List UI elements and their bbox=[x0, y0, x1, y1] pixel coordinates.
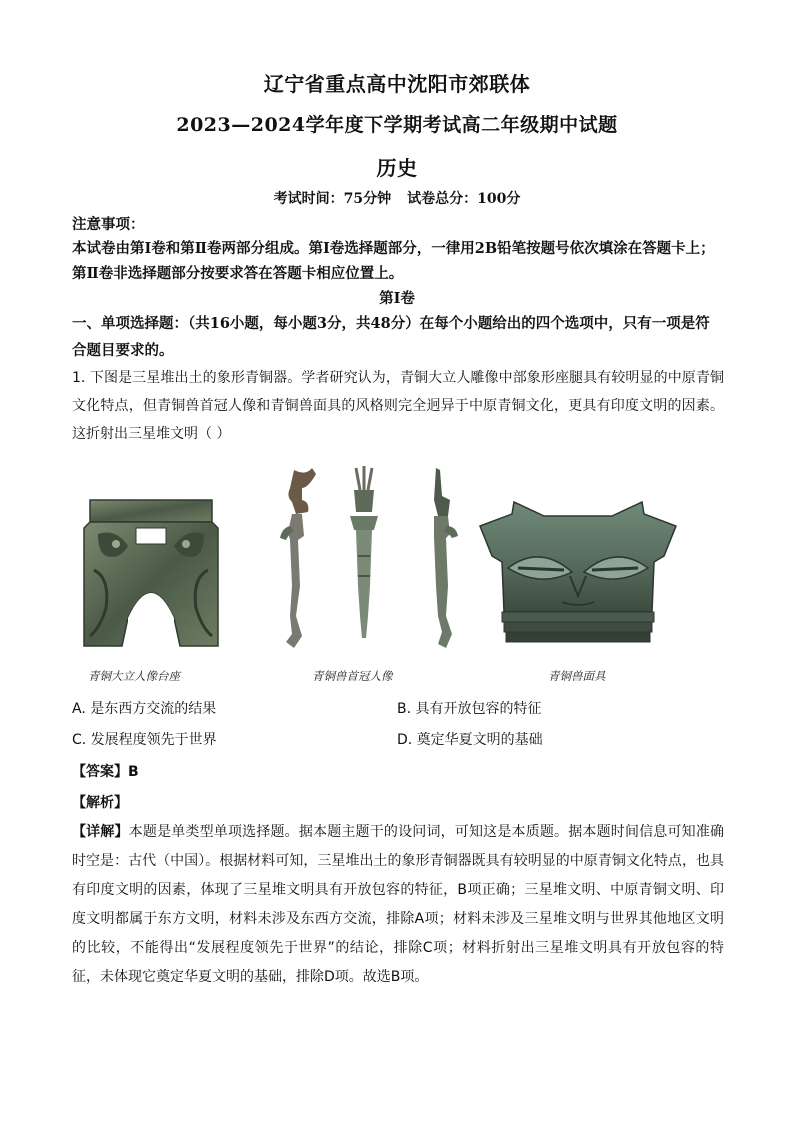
subject-title: 历史 bbox=[376, 156, 418, 180]
notice-heading: 注意事项： bbox=[72, 216, 145, 233]
question-1-stem: 1. 下图是三星堆出土的象形青铜器。学者研究认为，青铜大立人雕像中部象形座腿具有较明显的中原青铜文化特点，但青铜兽首冠人像和青铜兽面具的风格则完全迥异于中原青铜文化，更具有印度文明的因素。这折射出三星堆文明（ ） bbox=[72, 370, 724, 442]
option-b: B. 具有开放包容的特征 bbox=[397, 701, 542, 717]
option-d: D. 奠定华夏文明的基础 bbox=[397, 732, 543, 748]
bronze-pedestal-image bbox=[76, 498, 226, 652]
exam-total-score: 试卷总分：100分 bbox=[407, 191, 521, 207]
section-title: 一、单项选择题：（共16小题，每小题3分，共48分）在每个小题给出的四个选项中，只有一项是符合题目要求的。 bbox=[72, 315, 710, 359]
detail-tag: 【详解】 bbox=[72, 824, 129, 840]
volume-title: 第Ⅰ卷 bbox=[379, 290, 415, 307]
caption-figure: 青铜兽首冠人像 bbox=[312, 669, 393, 683]
exam-meta bbox=[0, 188, 794, 208]
bronze-figure-front-image bbox=[344, 466, 384, 652]
exam-title-line1: 辽宁省重点高中沈阳市郊联体 bbox=[263, 72, 531, 96]
bronze-figure-side-right-image bbox=[418, 466, 468, 652]
answer-label: 【答案】B bbox=[72, 764, 139, 780]
caption-mask: 青铜兽面具 bbox=[548, 669, 606, 683]
detail-text: 本题是单类型单项选择题。据本题主题干的设问词，可知这是本质题。据本题时间信息可知准确时空是：古代（中国）。根据材料可知，三星堆出土的象形青铜器既具有较明显的中原青铜文化特点，也具有印度文明的因素，体现了三星堆文明具有开放包容的特征，B项正确；三星堆文明、中原青铜文明、印度文明都属于东方文明，材料未涉及东西方交流，排除A项；材料未涉及三星堆文明与世界其他地区文明的比较，不能得出“发展程度领先于世界”的结论，排除C项；材料折射出三星堆文明具有开放包容的特征，未体现它奠定华夏文明的基础，排除D项。故选B项。 bbox=[72, 824, 725, 985]
analysis-label: 【解析】 bbox=[72, 795, 128, 811]
exam-title-line2: 2023—2024学年度下学期考试高二年级期中试题 bbox=[176, 114, 618, 136]
artifact-figure bbox=[72, 462, 722, 662]
exam-time: 考试时间：75分钟 bbox=[273, 191, 392, 207]
notice-body: 本试卷由第Ⅰ卷和第Ⅱ卷两部分组成。第Ⅰ卷选择题部分，一律用2B铅笔按题号依次填涂在答题卡上；第Ⅱ卷非选择题部分按要求答在答题卡相应位置上。 bbox=[72, 240, 715, 282]
option-a: A. 是东西方交流的结果 bbox=[72, 701, 217, 717]
bronze-mask-image bbox=[478, 496, 678, 646]
option-c: C. 发展程度领先于世界 bbox=[72, 732, 217, 748]
bronze-figure-side-left-image bbox=[272, 466, 322, 652]
caption-pedestal: 青铜大立人像台座 bbox=[88, 669, 180, 683]
detail-explanation bbox=[72, 818, 724, 992]
